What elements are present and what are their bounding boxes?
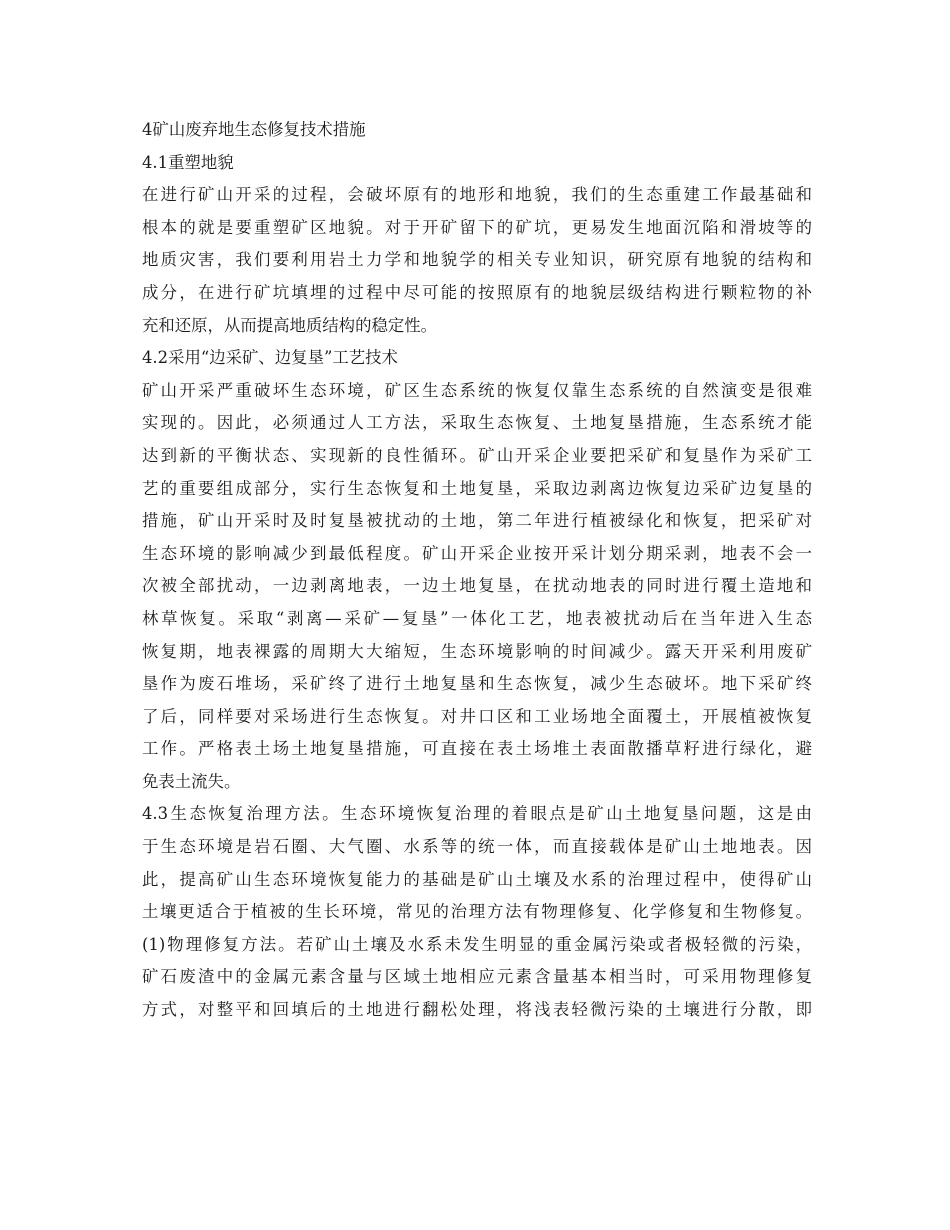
section-heading: 4矿山废弃地生态修复技术措施 [142, 120, 366, 139]
text-line: 生态环境的影响减少到最低程度。矿山开采企业按开采计划分期采剥，地表不会一 [142, 543, 812, 563]
text-line: 措施，矿山开采时及时复垦被扰动的土地，第二年进行植被绿化和恢复，把采矿对 [142, 511, 812, 531]
text-line: 次被全部扰动，一边剥离地表，一边土地复垦，在扰动地表的同时进行覆土造地和 [142, 576, 812, 596]
text-line: 土壤更适合于植被的生长环境，常见的治理方法有物理修复、化学修复和生物修复。 [142, 902, 812, 922]
text-line: (1)物理修复方法。若矿山土壤及水系未发生明显的重金属污染或者极轻微的污染， [142, 934, 812, 954]
text-line: 了后，同样要对采场进行生态恢复。对井口区和工业场地全面覆土，开展植被恢复 [142, 706, 812, 726]
text-line: 恢复期，地表裸露的周期大大缩短，生态环境影响的时间减少。露天开采利用废矿 [142, 641, 812, 661]
text-line: 工作。严格表土场土地复垦措施，可直接在表土场堆土表面散播草籽进行绿化，避 [142, 739, 812, 759]
text-line: 林草恢复。采取“剥离—采矿—复垦”一体化工艺，地表被扰动后在当年进入生态 [142, 608, 812, 628]
text-line: 4.3生态恢复治理方法。生态环境恢复治理的着眼点是矿山土地复垦问题，这是由 [142, 804, 812, 824]
section-heading: 4.2采用“边采矿、边复垦”工艺技术 [142, 348, 398, 368]
text-line: 艺的重要组成部分，实行生态恢复和土地复垦，采取边剥离边恢复边采矿边复垦的 [142, 478, 812, 498]
text-line: 达到新的平衡状态、实现新的良性循环。矿山开采企业要把采矿和复垦作为采矿工 [142, 445, 812, 465]
text-line: 实现的。因此，必须通过人工方法，采取生态恢复、土地复垦措施，生态系统才能 [142, 413, 812, 433]
document-body [142, 114, 812, 1027]
text-line: 地质灾害，我们要利用岩土力学和地貌学的相关专业知识，研究原有地貌的结构和 [142, 250, 812, 270]
text-line: 于生态环境是岩石圈、大气圈、水系等的统一体，而直接载体是矿山土地地表。因 [142, 837, 812, 857]
text-line: 免表土流失。 [142, 771, 241, 791]
text-line: 成分，在进行矿坑填埋的过程中尽可能的按照原有的地貌层级结构进行颗粒物的补 [142, 282, 812, 302]
text-line: 方式，对整平和回填后的土地进行翻松处理，将浅表轻微污染的土壤进行分散，即 [142, 1000, 812, 1020]
text-line: 此，提高矿山生态环境恢复能力的基础是矿山土壤及水系的治理过程中，使得矿山 [142, 869, 812, 889]
text-line: 充和还原，从而提高地质结构的稳定性。 [142, 315, 438, 335]
text-line: 在进行矿山开采的过程，会破坏原有的地形和地貌，我们的生态重建工作最基础和 [142, 185, 812, 205]
text-line: 根本的就是要重塑矿区地貌。对于开矿留下的矿坑，更易发生地面沉陷和滑坡等的 [142, 217, 812, 237]
text-line: 矿山开采严重破坏生态环境，矿区生态系统的恢复仅靠生态系统的自然演变是很难 [142, 380, 812, 400]
text-line: 矿石废渣中的金属元素含量与区域土地相应元素含量基本相当时，可采用物理修复 [142, 967, 812, 987]
text-line: 垦作为废石堆场，采矿终了进行土地复垦和生态恢复，减少生态破坏。地下采矿终 [142, 674, 812, 694]
section-heading: 4.1重塑地貌 [142, 152, 234, 172]
